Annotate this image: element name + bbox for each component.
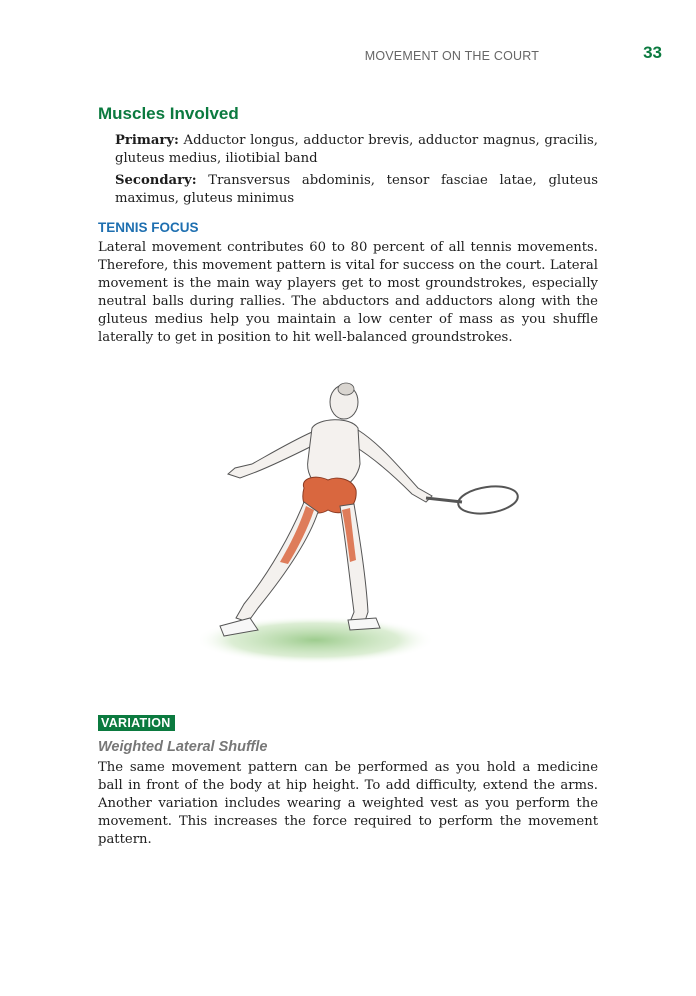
tennis-focus-heading: TENNIS FOCUS xyxy=(98,220,199,235)
racket-head xyxy=(456,483,519,517)
primary-text: Adductor longus, adductor brevis, adductor magnus, gracilis, gluteus medius, iliotibial band xyxy=(115,133,598,166)
variation-section xyxy=(98,712,598,849)
right-shoe xyxy=(348,618,380,630)
main-content xyxy=(98,104,598,347)
secondary-muscles xyxy=(98,172,598,208)
muscles-heading: Muscles Involved xyxy=(98,104,239,123)
player-drawing xyxy=(200,372,530,667)
secondary-text: Transversus abdominis, tensor fasciae latae, gluteus maximus, gluteus minimus xyxy=(115,173,598,206)
tennis-focus-text: Lateral movement contributes 60 to 80 percent of all tennis movements. Therefore, this movement pattern is vital for success on the court. Lateral movement is the main way players get to most groundstrokes, especially neutral balls during rallies. The abductors and adductors along with the gluteus medius help you maintain a low center of mass as you shuffle laterally to get in position to hit well-balanced groundstrokes. xyxy=(98,240,598,345)
section-title: MOVEMENT ON THE COURT xyxy=(364,49,540,63)
right-leg xyxy=(340,504,368,624)
page-number: 33 xyxy=(643,43,662,62)
hair-bun xyxy=(338,383,354,395)
tennis-player-illustration xyxy=(200,372,530,667)
primary-label: Primary: xyxy=(115,133,179,148)
secondary-label: Secondary: xyxy=(115,173,197,188)
running-head xyxy=(98,43,662,65)
variation-title: Weighted Lateral Shuffle xyxy=(98,739,268,755)
variation-tag: VARIATION xyxy=(98,715,175,731)
racket-handle xyxy=(426,498,462,502)
variation-text: The same movement pattern can be performed as you hold a medicine ball in front of the body at hip height. To add difficulty, extend the arms. Another variation includes wearing a weighted vest as you perform the movement. This increases the force required to perform the movement pattern. xyxy=(98,760,598,847)
left-arm xyxy=(228,432,312,478)
primary-muscles xyxy=(98,132,598,168)
right-arm xyxy=(354,430,432,502)
